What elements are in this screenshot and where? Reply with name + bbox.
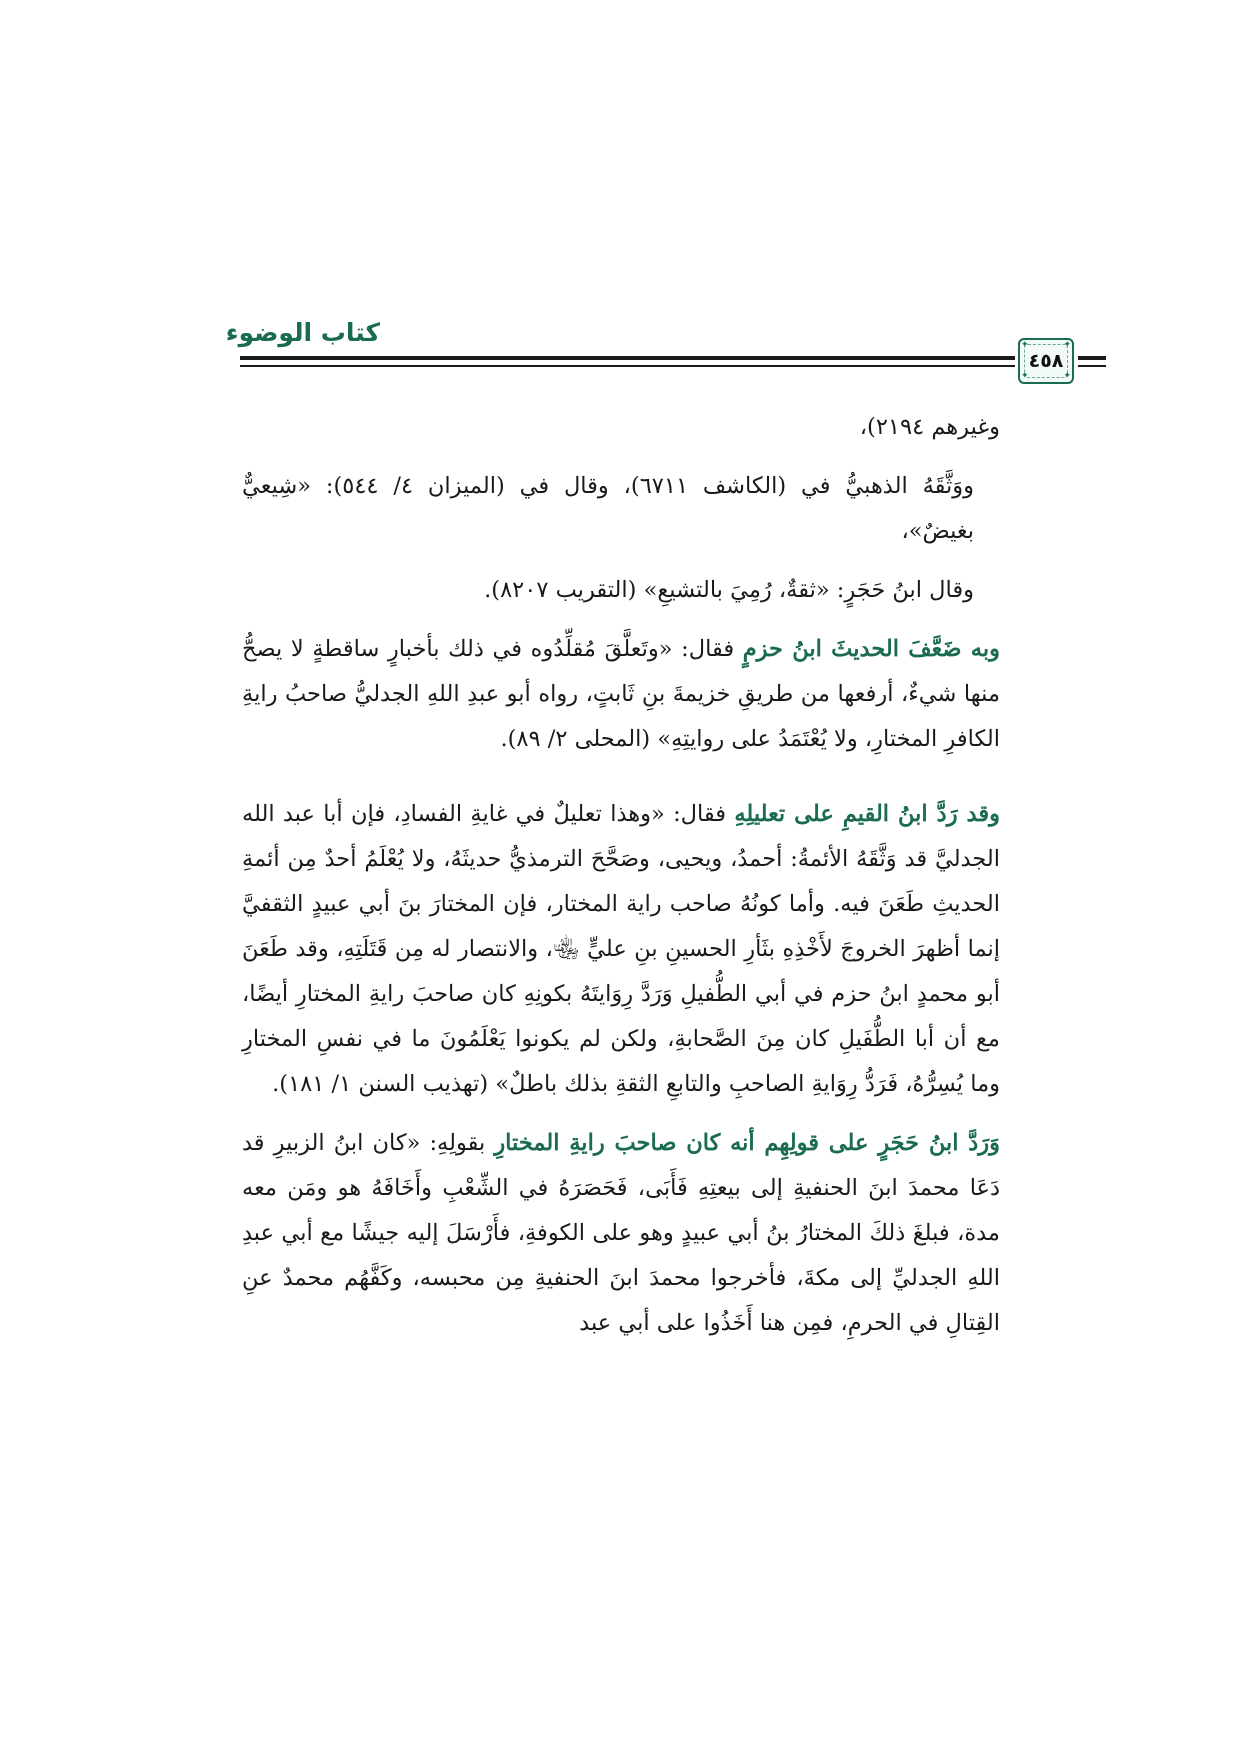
- paragraph: [242, 1121, 1000, 1346]
- paragraph: [242, 405, 1000, 450]
- ornament-icon: ✦: [1021, 340, 1029, 350]
- ornament-icon: ✦: [1063, 371, 1071, 381]
- paragraph-text: فقال: «وهذا تعليلٌ في غايةِ الفسادِ، فإن أبا عبد الله الجدليَّ قد وَثَّقَهُ الأئمةُ: أحمدُ، ويحيى، وصَحَّحَ الترمذيُّ حديثَهُ، ولا يُعْلَمُ أحدٌ مِن أئمةِ الحديثِ طَعَنَ فيه. وأما كونُهُ صاحب راية المختار، فإن المختارَ بنَ أبي عبيدٍ الثقفيَّ إنما أظهرَ الخروجَ لأَخْذِهِ بثَأرِ الحسينِ بنِ عليٍّ ﵄، والانتصار له مِن قَتَلَتِهِ، وقد طَعَنَ أبو محمدٍ ابنُ حزم في أبي الطُّفيلِ وَرَدَّ رِوَايتَهُ بكونِهِ كان صاحبَ رايةِ المختارِ أيضًا، مع أن أبا الطُّفَيلِ كان مِنَ الصَّحابةِ، ولكن لم يكونوا يَعْلَمُونَ ما في نفسِ المختارِ وما يُسِرُّهُ، فَرَدُّ رِوَايةِ الصاحبِ والتابعِ الثقةِ بذلك باطلٌ» (تهذيب السنن ١/ ١٨١).: [242, 801, 1000, 1097]
- paragraph: [242, 464, 1000, 554]
- book-title: كتاب الوضوء: [225, 318, 380, 347]
- ornament-icon: ✦: [1021, 371, 1029, 381]
- paragraph-lead-highlight: وَرَدَّ ابنُ حَجَرٍ على قولِهِم أنه كان صاحبَ رايةِ المختارِ: [494, 1130, 1000, 1156]
- header-rule-end-thick: [1078, 356, 1106, 360]
- page-header: [0, 0, 1240, 400]
- page-number-badge: [1018, 338, 1074, 384]
- page-body: [242, 405, 1000, 1360]
- header-rule-thin: [240, 365, 1015, 367]
- paragraph-text: وغيرهم ٢١٩٤)،: [859, 414, 1000, 440]
- paragraph-lead-highlight: وقد رَدَّ ابنُ القيمِ على تعليلِهِ: [734, 801, 1000, 827]
- header-rule-thick: [240, 356, 1015, 360]
- paragraph-text: فقال: «وتَعلَّقَ مُقلِّدُوه في ذلك بأخبارٍ ساقطةٍ لا يصحُّ منها شيءٌ، أرفعها من طريقِ خزيمةَ بنِ ثَابتٍ، رواه أبو عبدِ اللهِ الجدليُّ صاحبُ رايةِ الكافرِ المختارِ، ولا يُعْتَمَدُ على روايتِهِ» (المحلى ٢/ ٨٩).: [242, 636, 1000, 752]
- paragraph: [242, 568, 1000, 613]
- ornament-icon: ✦: [1063, 340, 1071, 350]
- page-number: ٤٥٨: [1028, 350, 1064, 372]
- paragraph-lead-highlight: وبه ضَعَّفَ الحديثَ ابنُ حزمٍ: [742, 636, 1000, 662]
- paragraph-text: وقال ابنُ حَجَرٍ: «ثقةٌ، رُمِيَ بالتشيعِ» (التقريب ٨٢٠٧).: [484, 577, 974, 603]
- paragraph-text: ووَثَّقَهُ الذهبيُّ في (الكاشف ٦٧١١)، وقال في (الميزان ٤/ ٥٤٤): «شِيعيٌّ بغيضٌ»،: [242, 473, 975, 544]
- paragraph-text: بقولِهِ: «كان ابنُ الزبيرِ قد دَعَا محمدَ ابنَ الحنفيةِ إلى بيعتِهِ فَأَبَى، فَحَصَرَهُ في الشِّعْبِ وأَخَافَهُ هو ومَن معه مدة، فبلغَ ذلكَ المختارُ بنُ أبي عبيدٍ وهو على الكوفةِ، فأَرْسَلَ إليه جيشًا مع أبي عبدِ اللهِ الجدليِّ إلى مكةَ، فأخرجوا محمدَ ابنَ الحنفيةِ مِن محبسه، وكَفَّهُم محمدٌ عنِ القِتالِ في الحرمِ، فمِن هنا أَخَذُوا على أبي عبد: [242, 1130, 1000, 1336]
- paragraph: [242, 627, 1000, 762]
- header-rule-end-thin: [1078, 365, 1106, 367]
- paragraph: [242, 792, 1000, 1107]
